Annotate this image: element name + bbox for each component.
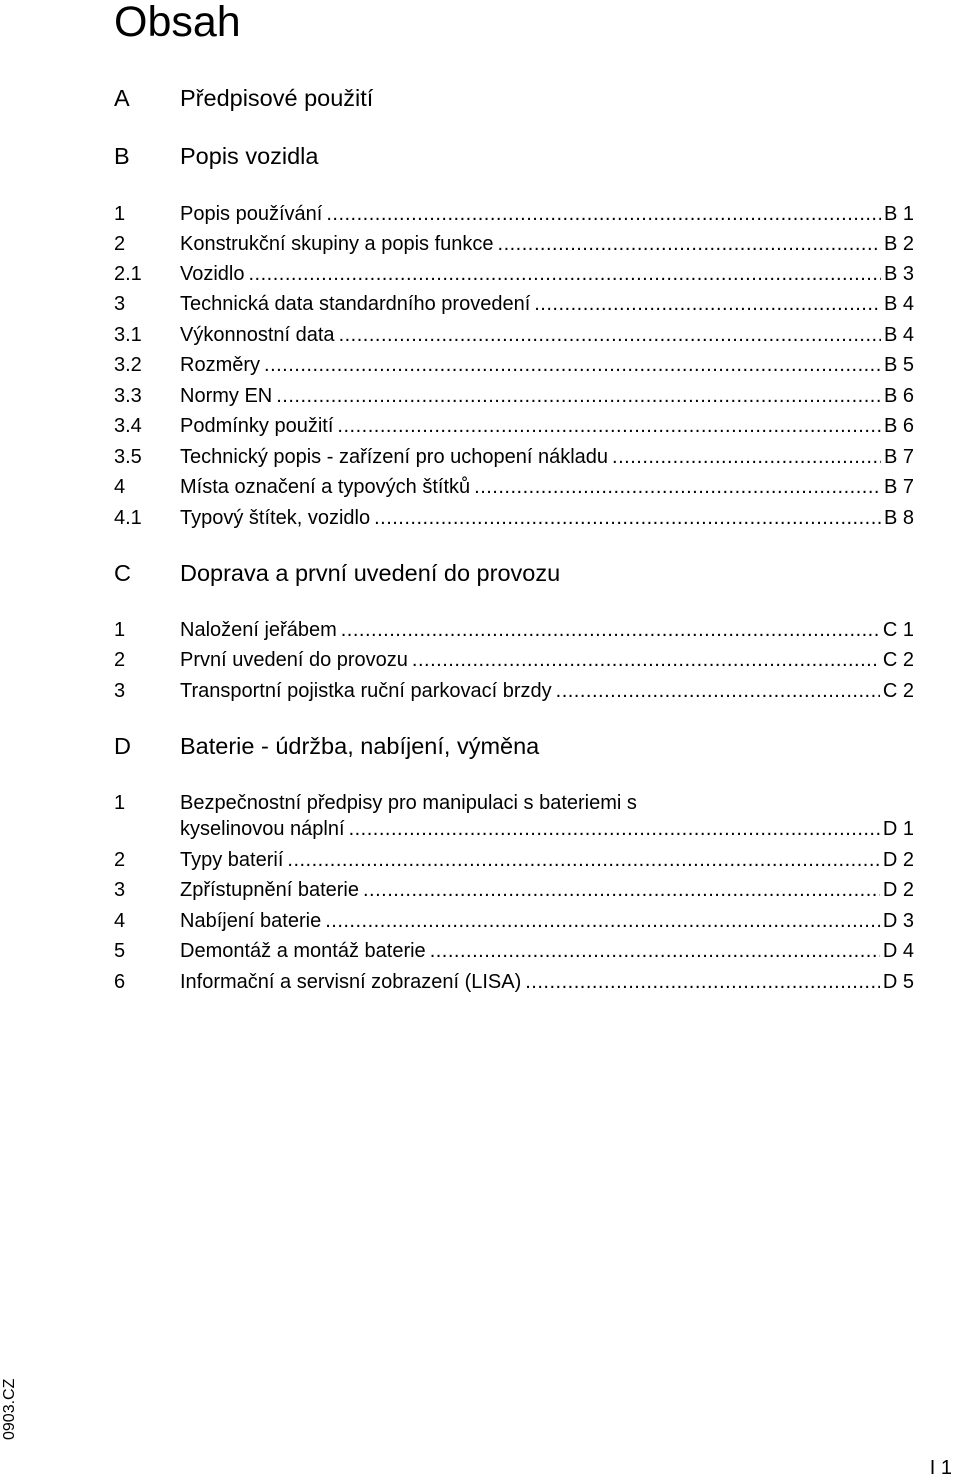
entry-page: B 3 — [883, 263, 914, 285]
dot-leader — [287, 846, 879, 874]
dot-leader — [525, 968, 880, 996]
toc-entry[interactable] — [114, 412, 914, 440]
entry-page: D 3 — [882, 910, 914, 932]
entry-title: První uvedení do provozu — [180, 649, 408, 671]
entry-title: Nabíjení baterie — [180, 910, 322, 932]
toc-entry[interactable] — [114, 815, 914, 843]
entry-number: 2 — [114, 649, 126, 671]
dot-leader — [430, 937, 880, 965]
entry-title: Popis používání — [180, 203, 323, 225]
toc-entry[interactable] — [114, 616, 914, 644]
entry-title: Rozměry — [180, 354, 261, 376]
toc-entry[interactable] — [114, 351, 914, 379]
entry-title: Zpřístupnění baterie — [180, 879, 359, 901]
entry-title: Typový štítek, vozidlo — [180, 507, 371, 529]
entry-number: 4 — [114, 476, 126, 498]
dot-leader — [276, 382, 881, 410]
entry-page: B 5 — [883, 354, 914, 376]
page-number: I 1 — [929, 1457, 952, 1479]
toc-entry[interactable] — [114, 907, 914, 935]
entry-page: D 4 — [882, 940, 914, 962]
entry-title: Místa označení a typových štítků — [180, 476, 471, 498]
entry-number: 3.3 — [114, 385, 142, 407]
entry-number: 5 — [114, 940, 126, 962]
dot-leader — [326, 200, 881, 228]
entry-number: 4.1 — [114, 507, 142, 529]
toc-entry-first-line[interactable] — [114, 789, 914, 817]
entry-page: D 5 — [882, 971, 914, 993]
toc-section-a[interactable] — [114, 82, 914, 114]
entry-number: 3.5 — [114, 446, 142, 468]
entry-title: Technický popis - zařízení pro uchopení nákladu — [180, 446, 609, 468]
entry-page: B 7 — [883, 446, 914, 468]
entry-page: B 7 — [883, 476, 914, 498]
entry-number: 2 — [114, 849, 126, 871]
toc-section-c[interactable] — [114, 557, 914, 589]
entry-page: B 8 — [883, 507, 914, 529]
dot-leader — [363, 876, 880, 904]
page-title: Obsah — [114, 0, 241, 46]
entry-title: Podmínky použití — [180, 415, 334, 437]
entry-number: 3.2 — [114, 354, 142, 376]
entry-page: B 2 — [883, 233, 914, 255]
toc-entry[interactable] — [114, 846, 914, 874]
toc-entry[interactable] — [114, 473, 914, 501]
toc-section-d[interactable] — [114, 730, 914, 762]
toc-entry[interactable] — [114, 382, 914, 410]
dot-leader — [341, 616, 880, 644]
dot-leader — [325, 907, 880, 935]
toc-entry[interactable] — [114, 200, 914, 228]
toc-entry[interactable] — [114, 876, 914, 904]
entry-title: Technická data standardního provedení — [180, 293, 531, 315]
entry-page: C 2 — [882, 649, 914, 671]
entry-title: Transportní pojistka ruční parkovací brzdy — [180, 680, 552, 702]
section-letter: D — [114, 733, 131, 759]
entry-page: B 4 — [883, 324, 914, 346]
entry-number: 6 — [114, 971, 126, 993]
entry-title-line1: Bezpečnostní předpisy pro manipulaci s bateriemi s — [180, 792, 637, 814]
entry-page: B 4 — [883, 293, 914, 315]
toc-entry[interactable] — [114, 646, 914, 674]
entry-title: Naložení jeřábem — [180, 619, 337, 641]
document-code: 0903.CZ — [1, 1378, 18, 1440]
entry-number: 3 — [114, 879, 126, 901]
dot-leader — [337, 412, 881, 440]
section-letter: C — [114, 560, 131, 586]
toc-entry[interactable] — [114, 260, 914, 288]
entry-page: B 1 — [883, 203, 914, 225]
section-letter: A — [114, 85, 130, 111]
entry-title: Typy baterií — [180, 849, 284, 871]
section-title: Popis vozidla — [180, 143, 319, 169]
toc-entry[interactable] — [114, 230, 914, 258]
dot-leader — [474, 473, 881, 501]
section-title: Baterie - údržba, nabíjení, výměna — [180, 733, 540, 759]
toc-section-b[interactable] — [114, 140, 914, 172]
dot-leader — [374, 504, 881, 532]
entry-number: 3.1 — [114, 324, 142, 346]
dot-leader — [264, 351, 881, 379]
entry-number: 4 — [114, 910, 126, 932]
toc-entry[interactable] — [114, 290, 914, 318]
toc-entry[interactable] — [114, 677, 914, 705]
section-title: Předpisové použití — [180, 85, 374, 111]
entry-page: B 6 — [883, 385, 914, 407]
dot-leader — [534, 290, 881, 318]
entry-title: Demontáž a montáž baterie — [180, 940, 426, 962]
toc-entry[interactable] — [114, 968, 914, 996]
entry-title: Výkonnostní data — [180, 324, 335, 346]
toc-entry[interactable] — [114, 443, 914, 471]
entry-number: 1 — [114, 203, 126, 225]
entry-page: D 2 — [882, 849, 914, 871]
entry-number: 3 — [114, 293, 126, 315]
entry-title: Normy EN — [180, 385, 273, 407]
dot-leader — [412, 646, 880, 674]
entry-title: Informační a servisní zobrazení (LISA) — [180, 971, 522, 993]
entry-title: Vozidlo — [180, 263, 245, 285]
entry-page: B 6 — [883, 415, 914, 437]
toc-entry[interactable] — [114, 937, 914, 965]
entry-number: 3.4 — [114, 415, 142, 437]
dot-leader — [556, 677, 880, 705]
entry-title: kyselinovou náplní — [180, 818, 345, 840]
dot-leader — [349, 815, 880, 843]
entry-page: C 1 — [882, 619, 914, 641]
entry-number: 2 — [114, 233, 126, 255]
entry-page: D 2 — [882, 879, 914, 901]
entry-title: Konstrukční skupiny a popis funkce — [180, 233, 494, 255]
entry-page: C 2 — [882, 680, 914, 702]
dot-leader — [612, 443, 881, 471]
dot-leader — [498, 230, 881, 258]
entry-page: D 1 — [882, 818, 914, 840]
section-title: Doprava a první uvedení do provozu — [180, 560, 561, 586]
section-letter: B — [114, 143, 130, 169]
entry-number: 1 — [114, 619, 126, 641]
entry-number: 1 — [114, 792, 126, 814]
toc-entry[interactable] — [114, 504, 914, 532]
entry-number: 2.1 — [114, 263, 142, 285]
entry-number: 3 — [114, 680, 126, 702]
dot-leader — [339, 321, 881, 349]
toc-entry[interactable] — [114, 321, 914, 349]
dot-leader — [249, 260, 881, 288]
